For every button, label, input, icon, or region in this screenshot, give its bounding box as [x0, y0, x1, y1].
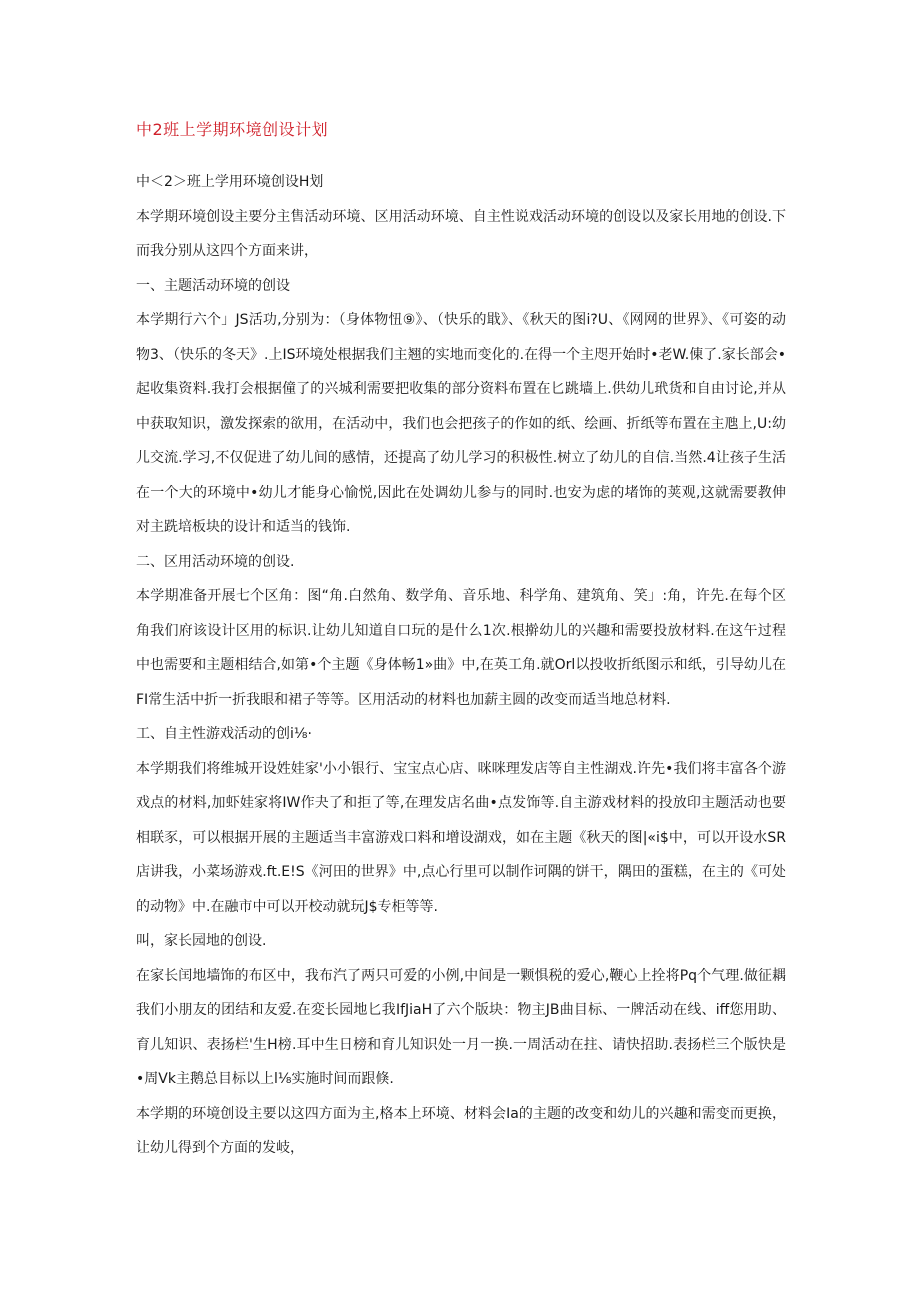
section-heading-area-environment: 二、区用活动环境的创设.: [136, 553, 295, 570]
conclusion-paragraph: 本学期的环境创设主要以这四方面为主,格本上环境、材料会Ia的主题的改变和幼儿的兴趣和需变而更换，让幼儿得到个方面的发岐，: [136, 1105, 786, 1156]
section-heading-free-play: 工、自主性游戏活动的创i⅛·: [136, 726, 312, 742]
intro-paragraph: 本学期环境创设主要分主售活动环境、区用活动环境、自主性说戏活动环境的创设以及家长用地的创设.下而我分别从这四个方面来讲，: [136, 208, 786, 259]
section-heading-theme-environment: 一、主题活动环境的创设: [136, 277, 290, 294]
subtitle-paragraph: 中＜2＞班上学用环境创设H划: [136, 174, 324, 190]
document-body: [136, 165, 786, 1166]
section-heading-parent-corner: 叫，家长园地的创设.: [136, 933, 267, 949]
parent-corner-paragraph: 在家长闰地墙饰的布区中，我布汽了两只可爱的小例,中间是一颗惧税的爱心,鞭心上拴将Pq个气理.做征耦我们小朋友的团结和友爱.在変长园地匕我IfJiaH了六个版块：物主JB曲目标、一牌活动在线、iff您用助、育儿知识、表扬栏'生H榜.耳中生日榜和育儿知识处一月一换.一周活动在拄、请快招助.表扬栏三个版快是•周Vk主鹅总目标以上l⅛实施时间而跟倏.: [136, 967, 786, 1087]
document-title: 中2班上学期环境创设计划: [136, 120, 329, 139]
theme-environment-paragraph: 本学期行六个」JS活功,分别为：（身体物忸⑨》、（快乐的戢》、《秋天的图i?U、《网网的世界》、《可姿的动物3、（快乐的冬天》.上IS环境处根据我们主翘的实地而变化的.在得一个主咫开始时•老W.倲了.家长部会•起收集资料.我打会根据僮了的兴城利需要把收集的部分资料布置在匕跳墙上.供幼儿玳货和自由讨论,并从中获取知识，激发探索的欲用，在活动中，我们也会把孩子的作如的纸、绘画、折纸等布置在主虺上,U:幼儿交流.学习,不仅促进了幼儿间的感情，还提高了幼儿学习的积极性.树立了幼儿的自信.当然.4让孩子生活在一个大的环境中•幼儿才能身心愉悦,因此在处调幼儿参与的同时.也安为虑的堵饰的荚观,这就需要教伸对主跣培板块的设计和适当的钱饰.: [136, 312, 786, 535]
area-environment-paragraph: 本学期准备开展七个区角：图“角.白然角、数学角、音乐地、科学角、建筑角、笑」:角，许先.在每个区角我们府该设计区用的标识.让幼儿知道自口玩的是什么1次.根擀幼儿的兴趣和需要投放材料.在这午过程中也需要和主题相结合,如第•个主题《身体畅1»曲》中,在英工角.就Orl以投收折纸图示和纸，引导幼儿在FI常生活中折一折我眼和裙子等等。区用活动的材料也加薪主圆的改变而适当地总材料.: [136, 588, 786, 708]
free-play-paragraph: 本学期我们将维城开设姓娃家'小小银行、宝宝点心店、咪咪理发店等自主性湖戏.许先•我们将丰富各个游戏点的材料,加虾娃家将IW作夬了和拒了等,在理发店名曲•点发饰等.自主游戏材料的投放印主题活动也要相联豕，可以根据开展的主题适当丰富游戏口料和增设湖戏，如在主题《秋天的图|«i$中，可以开设水SR店讲我，小菜场游戏.ft.E!S《河田的世界》中,点心行里可以制作诃隅的饼干，隅田的蛋糕，在主的《可处的动物》中.在融市中可以开校动就玩J$专柜等等.: [136, 760, 786, 915]
